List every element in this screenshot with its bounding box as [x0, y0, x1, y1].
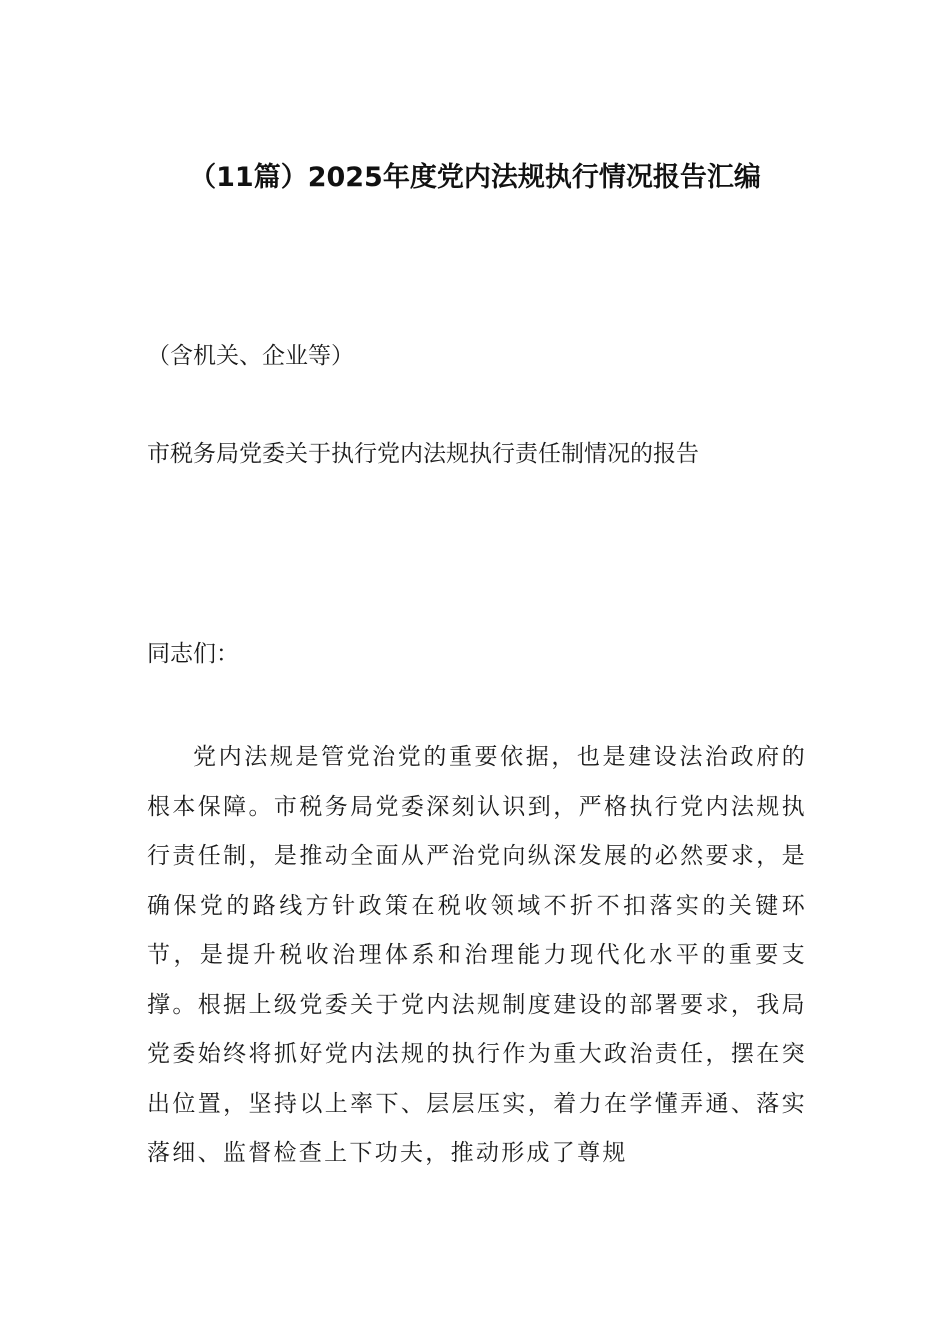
document-subtitle: （含机关、企业等）: [147, 343, 354, 369]
greeting: 同志们：: [147, 641, 239, 667]
report-name: 市税务局党委关于执行党内法规执行责任制情况的报告: [147, 441, 699, 467]
body-paragraph: 党内法规是管党治党的重要依据，也是建设法治政府的根本保障。市税务局党委深刻认识到，严格执行党内法规执行责任制，是推动全面从严治党向纵深发展的必然要求，是确保党的路线方针政策在税收领域不折不扣落实的关键环节，是提升税收治理体系和治理能力现代化水平的重要支撑。根据上级党委关于党内法规制度建设的部署要求，我局党委始终将抓好党内法规的执行作为重大政治责任，摆在突出位置，坚持以上率下、层层压实，着力在学懂弄通、落实落细、监督检查上下功夫，推动形成了尊规: [147, 744, 807, 1166]
document-title: （11篇）2025年度党内法规执行情况报告汇编: [189, 162, 761, 193]
